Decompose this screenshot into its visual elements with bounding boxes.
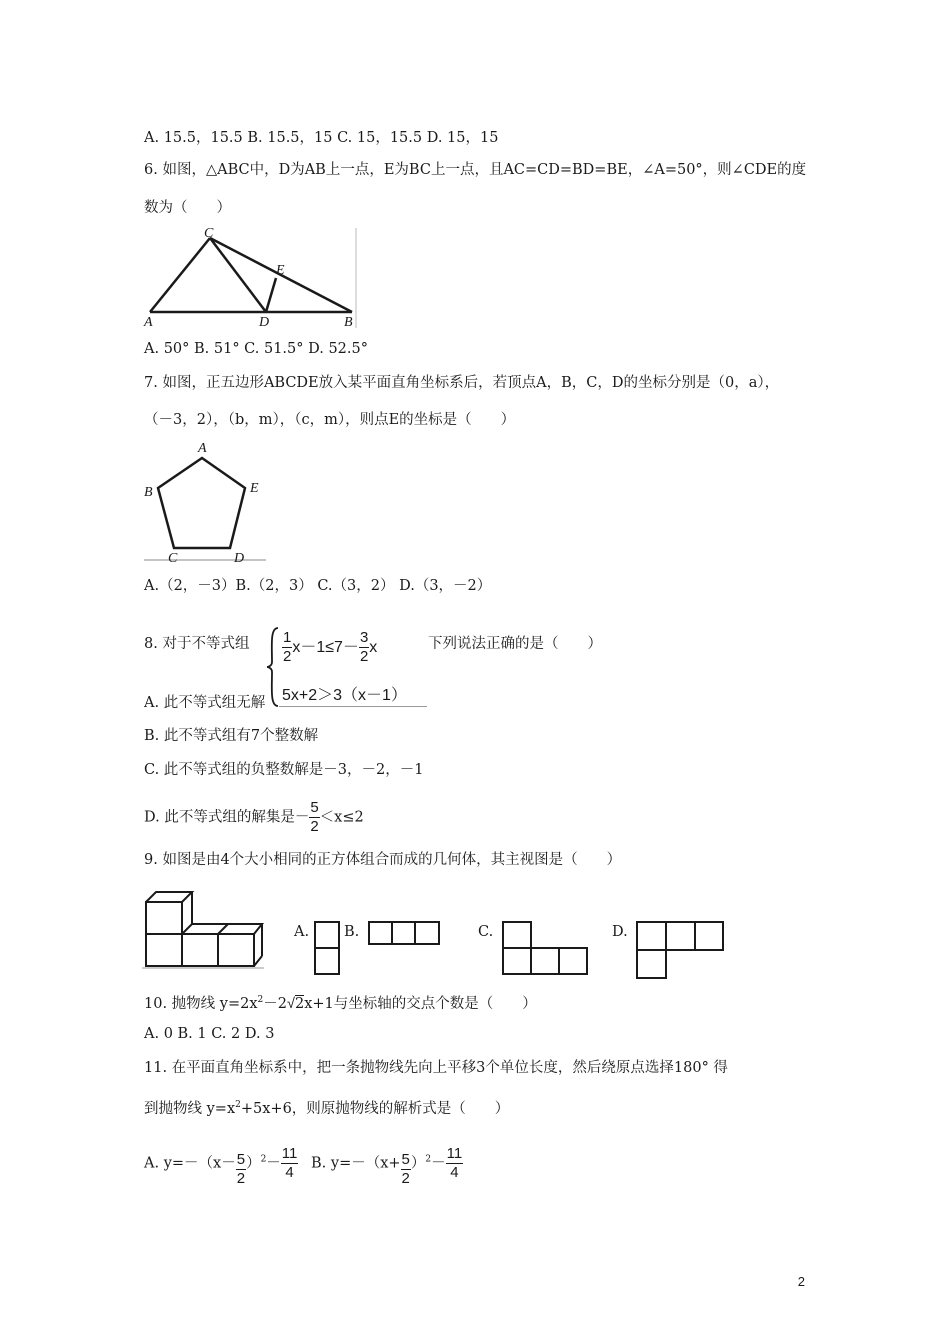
- q11-text-line1: 11. 在平面直角坐标系中，把一条抛物线先向上平移3个单位长度，然后绕原点选择180° 得: [144, 1060, 728, 1076]
- q9-option-c-figure: [501, 920, 589, 976]
- q8-suffix: 下列说法正确的是（ ）: [428, 636, 602, 652]
- q7-text-line2: （－3，2），（b，m），（c，m），则点E的坐标是（ ）: [144, 412, 516, 428]
- segment-de: [266, 278, 276, 312]
- q8-inequality-1: $\frac{1}{2}$ x－1≤7－ $\frac{3}{2}$ x: [283, 629, 378, 665]
- q6-triangle-figure: [142, 224, 362, 332]
- q8-option-a: A. 此不等式组无解: [144, 695, 266, 711]
- label-d: D: [234, 551, 245, 566]
- q11-text-line2: 到抛物线 $y=x^2+5x+6$，则原抛物线的解析式是（ ）: [144, 1100, 510, 1117]
- q7-options: A.（2，－3）B.（2，3） C.（3，2） D.（3，－2）: [144, 578, 492, 594]
- q10-options: A. 0 B. 1 C. 2 D. 3: [144, 1026, 275, 1042]
- label-a: A: [144, 315, 153, 330]
- q9-option-d-label: D.: [612, 924, 628, 940]
- q10-text: 10. 抛物线 $y=2x^2-2√2x+1$与坐标轴的交点个数是（ ）: [144, 995, 537, 1012]
- label-d: D: [259, 315, 270, 330]
- label-c: C: [204, 226, 214, 241]
- q8-option-c: C. 此不等式组的负整数解是－3，－2，－1: [144, 762, 424, 778]
- q8-option-d: D. 此不等式组的解集是－ $\frac{5}{2}$ ＜x≤2: [144, 799, 364, 835]
- label-b: B: [144, 485, 153, 500]
- q8-prefix: 8. 对于不等式组: [144, 636, 250, 652]
- label-e: E: [250, 481, 259, 496]
- q9-cube-figure: [140, 888, 266, 970]
- q7-pentagon-figure: [140, 436, 270, 568]
- q9-option-c-label: C.: [478, 924, 494, 940]
- label-c: C: [168, 551, 178, 566]
- pentagon-abcde: [158, 458, 245, 548]
- segment-ac: [150, 238, 210, 312]
- q9-option-a-figure: [313, 920, 341, 976]
- q9-option-a-label: A.: [294, 924, 310, 940]
- sqrt-symbol: √: [287, 995, 295, 1012]
- q11-option-b: B. y=－（x+ $\frac{5}{2}$ ）$^2$－ $\frac{11}{4}$: [311, 1145, 463, 1187]
- q8-option-b: B. 此不等式组有7个整数解: [144, 728, 319, 744]
- segment-cd: [210, 238, 266, 312]
- q5-options: A. 15.5，15.5 B. 15.5，15 C. 15，15.5 D. 15，15: [144, 130, 499, 146]
- q7-text-line1: 7. 如图，正五边形ABCDE放入某平面直角坐标系后，若顶点A，B，C，D的坐标分别是（0，a），: [144, 375, 780, 391]
- q6-options: A. 50° B. 51° C. 51.5° D. 52.5°: [144, 341, 368, 357]
- q9-option-d-figure: [635, 920, 725, 980]
- q6-text-line1: 6. 如图，△ABC中，D为AB上一点，E为BC上一点，且AC=CD=BD=BE，∠A=50°，则∠CDE的度: [144, 162, 807, 178]
- label-b: B: [344, 315, 353, 330]
- page-number: 2: [797, 1274, 805, 1289]
- label-a: A: [198, 441, 207, 456]
- q11-option-a: A. y=－（x－ $\frac{5}{2}$ ）$^2$－ $\frac{11}{4}$: [144, 1145, 298, 1187]
- q9-text: 9. 如图是由4个大小相同的正方体组合而成的几何体，其主视图是（ ）: [144, 852, 622, 868]
- q8-inequality-2: 5x+2＞3（x－1）: [282, 687, 407, 704]
- label-e: E: [276, 263, 285, 278]
- q9-option-b-figure: [367, 920, 441, 946]
- q8-system-underline: [279, 706, 427, 707]
- q9-option-b-label: B.: [344, 924, 360, 940]
- q6-text-line2: 数为（ ）: [144, 200, 231, 216]
